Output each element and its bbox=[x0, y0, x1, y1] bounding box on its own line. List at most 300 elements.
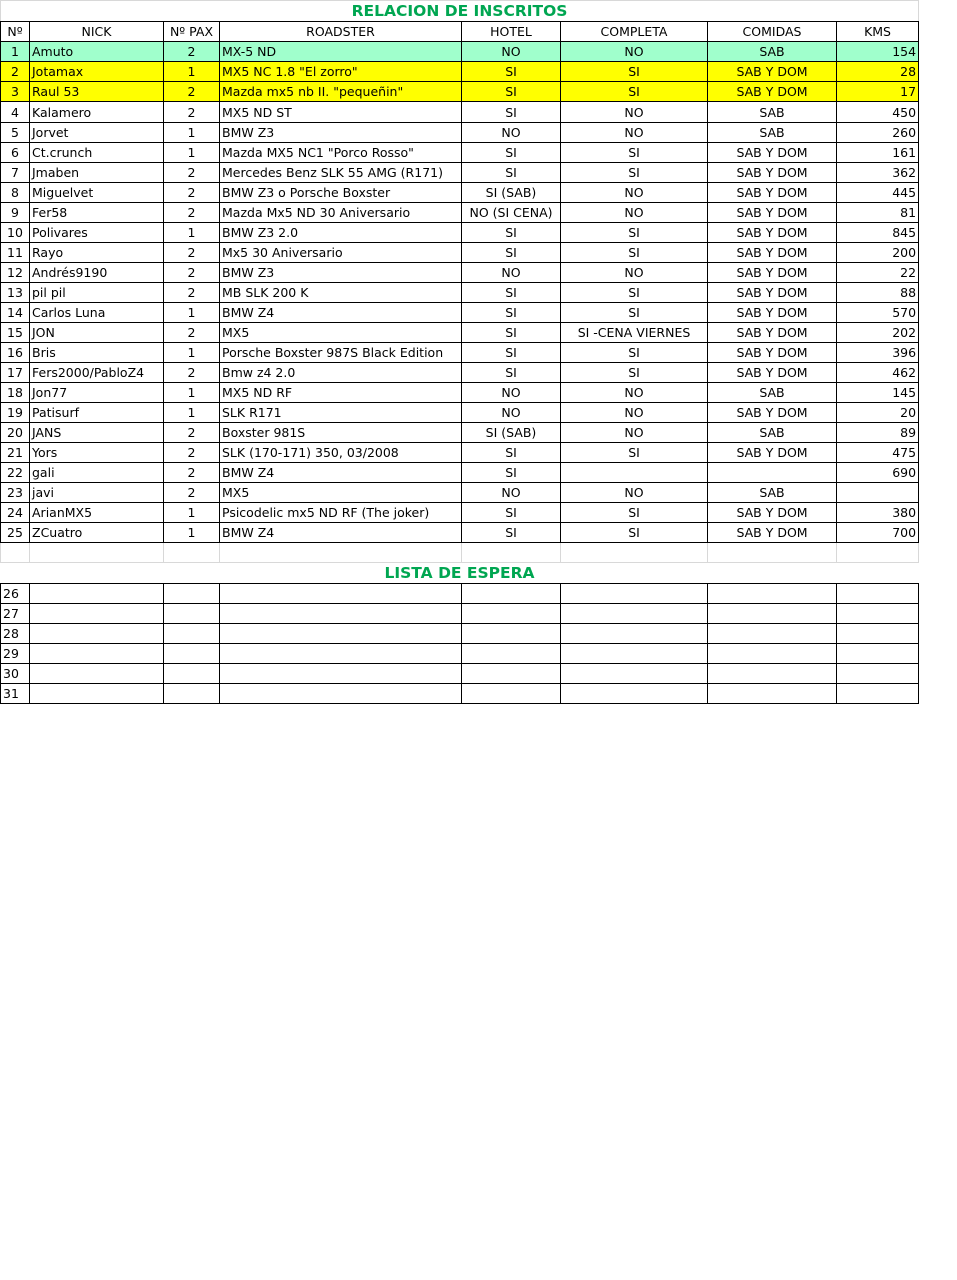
nick-cell[interactable]: javi bbox=[30, 483, 164, 503]
header-hotel[interactable]: HOTEL bbox=[462, 22, 561, 42]
row-number-cell[interactable]: 29 bbox=[1, 644, 30, 664]
pax-cell[interactable]: 2 bbox=[164, 243, 220, 263]
roadster-cell[interactable]: MX5 bbox=[220, 323, 462, 343]
completa-cell[interactable]: SI bbox=[561, 82, 708, 102]
empty-cell[interactable] bbox=[837, 543, 919, 563]
nick-cell[interactable]: Rayo bbox=[30, 243, 164, 263]
comidas-cell[interactable]: SAB Y DOM bbox=[708, 263, 837, 283]
row-number-cell[interactable]: 26 bbox=[1, 584, 30, 604]
pax-cell[interactable]: 1 bbox=[164, 523, 220, 543]
nick-cell[interactable]: Jon77 bbox=[30, 383, 164, 403]
nick-cell[interactable]: gali bbox=[30, 463, 164, 483]
empty-cell[interactable] bbox=[708, 604, 837, 624]
roadster-cell[interactable]: MX5 ND ST bbox=[220, 102, 462, 123]
nick-cell[interactable]: Ct.crunch bbox=[30, 143, 164, 163]
empty-cell[interactable] bbox=[164, 543, 220, 563]
roadster-cell[interactable]: BMW Z3 o Porsche Boxster bbox=[220, 183, 462, 203]
comidas-cell[interactable]: SAB Y DOM bbox=[708, 443, 837, 463]
table-row bbox=[1, 523, 919, 543]
completa-cell[interactable]: SI bbox=[561, 523, 708, 543]
roadster-cell[interactable]: Mazda MX5 NC1 "Porco Rosso" bbox=[220, 143, 462, 163]
hotel-cell[interactable]: SI bbox=[462, 82, 561, 102]
roadster-cell[interactable]: Mazda Mx5 ND 30 Aniversario bbox=[220, 203, 462, 223]
roadster-cell[interactable]: BMW Z3 bbox=[220, 123, 462, 143]
empty-cell[interactable] bbox=[561, 664, 708, 684]
pax-cell[interactable]: 2 bbox=[164, 203, 220, 223]
row-number-cell[interactable]: 21 bbox=[1, 443, 30, 463]
hotel-cell[interactable]: SI (SAB) bbox=[462, 423, 561, 443]
empty-cell[interactable] bbox=[462, 584, 561, 604]
row-number-cell[interactable]: 22 bbox=[1, 463, 30, 483]
empty-cell[interactable] bbox=[708, 543, 837, 563]
hotel-cell[interactable]: SI bbox=[462, 223, 561, 243]
hotel-cell[interactable]: SI bbox=[462, 443, 561, 463]
roadster-cell[interactable]: Mercedes Benz SLK 55 AMG (R171) bbox=[220, 163, 462, 183]
completa-cell[interactable]: SI bbox=[561, 503, 708, 523]
row-number-cell[interactable]: 16 bbox=[1, 343, 30, 363]
kms-cell[interactable]: 81 bbox=[837, 203, 919, 223]
completa-cell[interactable]: SI bbox=[561, 363, 708, 383]
comidas-cell[interactable]: SAB Y DOM bbox=[708, 303, 837, 323]
nick-cell[interactable]: ZCuatro bbox=[30, 523, 164, 543]
waitlist-row bbox=[1, 664, 919, 684]
completa-cell[interactable]: NO bbox=[561, 42, 708, 62]
hotel-cell[interactable]: NO bbox=[462, 263, 561, 283]
kms-cell[interactable]: 380 bbox=[837, 503, 919, 523]
table-row bbox=[1, 303, 919, 323]
comidas-cell[interactable]: SAB Y DOM bbox=[708, 363, 837, 383]
table-row bbox=[1, 503, 919, 523]
nick-cell[interactable]: Carlos Luna bbox=[30, 303, 164, 323]
kms-cell[interactable]: 700 bbox=[837, 523, 919, 543]
row-number-cell[interactable]: 24 bbox=[1, 503, 30, 523]
completa-cell[interactable]: SI bbox=[561, 443, 708, 463]
empty-cell[interactable] bbox=[837, 664, 919, 684]
kms-cell[interactable]: 450 bbox=[837, 102, 919, 123]
roadster-cell[interactable]: Mazda mx5 nb II. "pequeñin" bbox=[220, 82, 462, 102]
pax-cell[interactable]: 2 bbox=[164, 82, 220, 102]
row-number-cell[interactable]: 11 bbox=[1, 243, 30, 263]
nick-cell[interactable]: ArianMX5 bbox=[30, 503, 164, 523]
pax-cell[interactable]: 2 bbox=[164, 363, 220, 383]
header-comidas[interactable]: COMIDAS bbox=[708, 22, 837, 42]
row-number-cell[interactable]: 14 bbox=[1, 303, 30, 323]
table-row bbox=[1, 163, 919, 183]
comidas-cell[interactable]: SAB Y DOM bbox=[708, 62, 837, 82]
empty-cell[interactable] bbox=[708, 644, 837, 664]
empty-cell[interactable] bbox=[837, 584, 919, 604]
hotel-cell[interactable]: SI bbox=[462, 143, 561, 163]
empty-cell[interactable] bbox=[30, 664, 164, 684]
empty-cell[interactable] bbox=[164, 624, 220, 644]
empty-cell[interactable] bbox=[220, 604, 462, 624]
spacer-row bbox=[1, 543, 919, 563]
row-number-cell[interactable]: 2 bbox=[1, 62, 30, 82]
completa-cell[interactable]: SI bbox=[561, 62, 708, 82]
waitlist-row bbox=[1, 604, 919, 624]
comidas-cell[interactable]: SAB Y DOM bbox=[708, 163, 837, 183]
header-roadster[interactable]: ROADSTER bbox=[220, 22, 462, 42]
pax-cell[interactable]: 2 bbox=[164, 263, 220, 283]
empty-cell[interactable] bbox=[561, 684, 708, 704]
empty-cell[interactable] bbox=[164, 604, 220, 624]
pax-cell[interactable]: 1 bbox=[164, 143, 220, 163]
empty-cell[interactable] bbox=[164, 644, 220, 664]
roadster-cell[interactable]: BMW Z3 bbox=[220, 263, 462, 283]
roadster-cell[interactable]: Mx5 30 Aniversario bbox=[220, 243, 462, 263]
pax-cell[interactable]: 2 bbox=[164, 102, 220, 123]
completa-cell[interactable] bbox=[561, 463, 708, 483]
pax-cell[interactable]: 2 bbox=[164, 443, 220, 463]
empty-cell[interactable] bbox=[462, 543, 561, 563]
comidas-cell[interactable]: SAB bbox=[708, 483, 837, 503]
empty-cell[interactable] bbox=[462, 624, 561, 644]
row-number-cell[interactable]: 9 bbox=[1, 203, 30, 223]
sheet-body bbox=[1, 1, 919, 704]
hotel-cell[interactable]: SI bbox=[462, 503, 561, 523]
table-row bbox=[1, 223, 919, 243]
nick-cell[interactable]: Bris bbox=[30, 343, 164, 363]
row-number-cell[interactable]: 27 bbox=[1, 604, 30, 624]
empty-cell[interactable] bbox=[462, 644, 561, 664]
empty-cell[interactable] bbox=[164, 584, 220, 604]
nick-cell[interactable]: Yors bbox=[30, 443, 164, 463]
empty-cell[interactable] bbox=[30, 584, 164, 604]
kms-cell[interactable]: 690 bbox=[837, 463, 919, 483]
completa-cell[interactable]: NO bbox=[561, 423, 708, 443]
empty-cell[interactable] bbox=[1, 543, 30, 563]
kms-cell[interactable]: 22 bbox=[837, 263, 919, 283]
comidas-cell[interactable]: SAB Y DOM bbox=[708, 503, 837, 523]
kms-cell[interactable]: 154 bbox=[837, 42, 919, 62]
completa-cell[interactable]: NO bbox=[561, 403, 708, 423]
header-n[interactable]: Nº bbox=[1, 22, 30, 42]
empty-cell[interactable] bbox=[30, 644, 164, 664]
row-number-cell[interactable]: 17 bbox=[1, 363, 30, 383]
row-number-cell[interactable]: 10 bbox=[1, 223, 30, 243]
pax-cell[interactable]: 1 bbox=[164, 383, 220, 403]
header-row bbox=[1, 22, 919, 42]
roadster-cell[interactable]: Bmw z4 2.0 bbox=[220, 363, 462, 383]
pax-cell[interactable]: 1 bbox=[164, 343, 220, 363]
row-number-cell[interactable]: 20 bbox=[1, 423, 30, 443]
table-row bbox=[1, 383, 919, 403]
kms-cell[interactable]: 462 bbox=[837, 363, 919, 383]
hotel-cell[interactable]: SI bbox=[462, 283, 561, 303]
empty-cell[interactable] bbox=[220, 644, 462, 664]
nick-cell[interactable]: Jorvet bbox=[30, 123, 164, 143]
row-number-cell[interactable]: 6 bbox=[1, 143, 30, 163]
empty-cell[interactable] bbox=[220, 664, 462, 684]
empty-cell[interactable] bbox=[30, 604, 164, 624]
header-nick[interactable]: NICK bbox=[30, 22, 164, 42]
row-number-cell[interactable]: 15 bbox=[1, 323, 30, 343]
pax-cell[interactable]: 1 bbox=[164, 62, 220, 82]
kms-cell[interactable]: 17 bbox=[837, 82, 919, 102]
table-row bbox=[1, 283, 919, 303]
comidas-cell[interactable]: SAB bbox=[708, 42, 837, 62]
row-number-cell[interactable]: 28 bbox=[1, 624, 30, 644]
empty-cell[interactable] bbox=[30, 684, 164, 704]
comidas-cell[interactable]: SAB Y DOM bbox=[708, 243, 837, 263]
table-row bbox=[1, 102, 919, 123]
table-row bbox=[1, 62, 919, 82]
waitlist-title[interactable]: LISTA DE ESPERA bbox=[1, 563, 919, 584]
completa-cell[interactable]: SI bbox=[561, 303, 708, 323]
empty-cell[interactable] bbox=[462, 604, 561, 624]
kms-cell[interactable]: 570 bbox=[837, 303, 919, 323]
pax-cell[interactable]: 1 bbox=[164, 303, 220, 323]
empty-cell[interactable] bbox=[708, 684, 837, 704]
sheet-title[interactable]: RELACION DE INSCRITOS bbox=[1, 1, 919, 22]
comidas-cell[interactable]: SAB Y DOM bbox=[708, 223, 837, 243]
empty-cell[interactable] bbox=[462, 684, 561, 704]
row-number-cell[interactable]: 13 bbox=[1, 283, 30, 303]
roadster-cell[interactable]: Porsche Boxster 987S Black Edition bbox=[220, 343, 462, 363]
empty-cell[interactable] bbox=[561, 543, 708, 563]
nick-cell[interactable]: Fer58 bbox=[30, 203, 164, 223]
hotel-cell[interactable]: NO bbox=[462, 123, 561, 143]
table-row bbox=[1, 123, 919, 143]
header-completa[interactable]: COMPLETA bbox=[561, 22, 708, 42]
roadster-cell[interactable]: Boxster 981S bbox=[220, 423, 462, 443]
comidas-cell[interactable]: SAB Y DOM bbox=[708, 403, 837, 423]
completa-cell[interactable]: SI bbox=[561, 343, 708, 363]
roadster-cell[interactable]: BMW Z4 bbox=[220, 463, 462, 483]
empty-cell[interactable] bbox=[837, 644, 919, 664]
empty-cell[interactable] bbox=[708, 664, 837, 684]
hotel-cell[interactable]: SI (SAB) bbox=[462, 183, 561, 203]
row-number-cell[interactable]: 25 bbox=[1, 523, 30, 543]
roadster-cell[interactable]: MX5 NC 1.8 "El zorro" bbox=[220, 62, 462, 82]
row-number-cell[interactable]: 31 bbox=[1, 684, 30, 704]
empty-cell[interactable] bbox=[837, 684, 919, 704]
comidas-cell[interactable]: SAB Y DOM bbox=[708, 82, 837, 102]
hotel-cell[interactable]: SI bbox=[462, 343, 561, 363]
empty-cell[interactable] bbox=[220, 624, 462, 644]
table-row bbox=[1, 203, 919, 223]
roadster-cell[interactable]: Psicodelic mx5 ND RF (The joker) bbox=[220, 503, 462, 523]
pax-cell[interactable]: 2 bbox=[164, 283, 220, 303]
kms-cell[interactable]: 88 bbox=[837, 283, 919, 303]
roadster-cell[interactable]: MB SLK 200 K bbox=[220, 283, 462, 303]
completa-cell[interactable]: NO bbox=[561, 483, 708, 503]
waitlist-row bbox=[1, 624, 919, 644]
row-number-cell[interactable]: 12 bbox=[1, 263, 30, 283]
nick-cell[interactable]: JANS bbox=[30, 423, 164, 443]
completa-cell[interactable]: NO bbox=[561, 102, 708, 123]
roadster-cell[interactable]: BMW Z4 bbox=[220, 303, 462, 323]
nick-cell[interactable]: Miguelvet bbox=[30, 183, 164, 203]
nick-cell[interactable]: Kalamero bbox=[30, 102, 164, 123]
pax-cell[interactable]: 2 bbox=[164, 163, 220, 183]
row-number-cell[interactable]: 5 bbox=[1, 123, 30, 143]
comidas-cell[interactable]: SAB Y DOM bbox=[708, 183, 837, 203]
completa-cell[interactable]: SI bbox=[561, 163, 708, 183]
completa-cell[interactable]: NO bbox=[561, 203, 708, 223]
hotel-cell[interactable]: SI bbox=[462, 463, 561, 483]
empty-cell[interactable] bbox=[837, 624, 919, 644]
nick-cell[interactable]: JON bbox=[30, 323, 164, 343]
kms-cell[interactable]: 28 bbox=[837, 62, 919, 82]
empty-cell[interactable] bbox=[561, 624, 708, 644]
completa-cell[interactable]: SI -CENA VIERNES bbox=[561, 323, 708, 343]
waitlist-row bbox=[1, 684, 919, 704]
nick-cell[interactable]: Jmaben bbox=[30, 163, 164, 183]
hotel-cell[interactable]: NO bbox=[462, 403, 561, 423]
table-row bbox=[1, 82, 919, 102]
completa-cell[interactable]: NO bbox=[561, 383, 708, 403]
empty-cell[interactable] bbox=[708, 584, 837, 604]
empty-cell[interactable] bbox=[561, 644, 708, 664]
nick-cell[interactable]: Raul 53 bbox=[30, 82, 164, 102]
completa-cell[interactable]: NO bbox=[561, 123, 708, 143]
row-number-cell[interactable]: 19 bbox=[1, 403, 30, 423]
comidas-cell[interactable]: SAB Y DOM bbox=[708, 323, 837, 343]
empty-cell[interactable] bbox=[220, 543, 462, 563]
kms-cell[interactable]: 89 bbox=[837, 423, 919, 443]
kms-cell[interactable]: 445 bbox=[837, 183, 919, 203]
roadster-cell[interactable]: BMW Z4 bbox=[220, 523, 462, 543]
comidas-cell[interactable]: SAB Y DOM bbox=[708, 283, 837, 303]
row-number-cell[interactable]: 4 bbox=[1, 102, 30, 123]
nick-cell[interactable]: Patisurf bbox=[30, 403, 164, 423]
pax-cell[interactable]: 2 bbox=[164, 463, 220, 483]
comidas-cell[interactable]: SAB Y DOM bbox=[708, 523, 837, 543]
comidas-cell[interactable]: SAB Y DOM bbox=[708, 143, 837, 163]
table-row bbox=[1, 463, 919, 483]
nick-cell[interactable]: Andrés9190 bbox=[30, 263, 164, 283]
kms-cell[interactable]: 20 bbox=[837, 403, 919, 423]
empty-cell[interactable] bbox=[164, 684, 220, 704]
empty-cell[interactable] bbox=[837, 604, 919, 624]
kms-cell[interactable] bbox=[837, 483, 919, 503]
comidas-cell[interactable]: SAB Y DOM bbox=[708, 343, 837, 363]
pax-cell[interactable]: 1 bbox=[164, 403, 220, 423]
nick-cell[interactable]: pil pil bbox=[30, 283, 164, 303]
hotel-cell[interactable]: SI bbox=[462, 303, 561, 323]
empty-cell[interactable] bbox=[30, 543, 164, 563]
pax-cell[interactable]: 1 bbox=[164, 503, 220, 523]
table-row bbox=[1, 423, 919, 443]
pax-cell[interactable]: 2 bbox=[164, 323, 220, 343]
kms-cell[interactable]: 362 bbox=[837, 163, 919, 183]
hotel-cell[interactable]: SI bbox=[462, 62, 561, 82]
completa-cell[interactable]: NO bbox=[561, 183, 708, 203]
pax-cell[interactable]: 1 bbox=[164, 123, 220, 143]
kms-cell[interactable]: 145 bbox=[837, 383, 919, 403]
row-number-cell[interactable]: 8 bbox=[1, 183, 30, 203]
comidas-cell[interactable]: SAB bbox=[708, 123, 837, 143]
completa-cell[interactable]: NO bbox=[561, 263, 708, 283]
empty-cell[interactable] bbox=[30, 624, 164, 644]
roadster-cell[interactable]: SLK R171 bbox=[220, 403, 462, 423]
hotel-cell[interactable]: SI bbox=[462, 163, 561, 183]
comidas-cell[interactable]: SAB Y DOM bbox=[708, 203, 837, 223]
kms-cell[interactable]: 161 bbox=[837, 143, 919, 163]
roadster-cell[interactable]: SLK (170-171) 350, 03/2008 bbox=[220, 443, 462, 463]
empty-cell[interactable] bbox=[561, 584, 708, 604]
header-kms[interactable]: KMS bbox=[837, 22, 919, 42]
kms-cell[interactable]: 845 bbox=[837, 223, 919, 243]
hotel-cell[interactable]: SI bbox=[462, 102, 561, 123]
hotel-cell[interactable]: NO (SI CENA) bbox=[462, 203, 561, 223]
completa-cell[interactable]: SI bbox=[561, 143, 708, 163]
row-number-cell[interactable]: 1 bbox=[1, 42, 30, 62]
empty-cell[interactable] bbox=[220, 684, 462, 704]
comidas-cell[interactable]: SAB bbox=[708, 423, 837, 443]
roadster-cell[interactable]: BMW Z3 2.0 bbox=[220, 223, 462, 243]
empty-cell[interactable] bbox=[462, 664, 561, 684]
pax-cell[interactable]: 2 bbox=[164, 423, 220, 443]
completa-cell[interactable]: SI bbox=[561, 283, 708, 303]
table-row bbox=[1, 42, 919, 62]
table-row bbox=[1, 443, 919, 463]
hotel-cell[interactable]: SI bbox=[462, 523, 561, 543]
kms-cell[interactable]: 200 bbox=[837, 243, 919, 263]
roadster-cell[interactable]: MX5 ND RF bbox=[220, 383, 462, 403]
pax-cell[interactable]: 2 bbox=[164, 42, 220, 62]
roadster-cell[interactable]: MX-5 ND bbox=[220, 42, 462, 62]
waitlist-title-row bbox=[1, 563, 919, 584]
roadster-cell[interactable]: MX5 bbox=[220, 483, 462, 503]
row-number-cell[interactable]: 30 bbox=[1, 664, 30, 684]
comidas-cell[interactable]: SAB bbox=[708, 102, 837, 123]
row-number-cell[interactable]: 18 bbox=[1, 383, 30, 403]
hotel-cell[interactable]: SI bbox=[462, 243, 561, 263]
empty-cell[interactable] bbox=[561, 604, 708, 624]
header-pax[interactable]: Nº PAX bbox=[164, 22, 220, 42]
kms-cell[interactable]: 260 bbox=[837, 123, 919, 143]
table-row bbox=[1, 263, 919, 283]
kms-cell[interactable]: 475 bbox=[837, 443, 919, 463]
table-row bbox=[1, 323, 919, 343]
table-row bbox=[1, 183, 919, 203]
empty-cell[interactable] bbox=[164, 664, 220, 684]
completa-cell[interactable]: SI bbox=[561, 223, 708, 243]
hotel-cell[interactable]: SI bbox=[462, 363, 561, 383]
table-row bbox=[1, 343, 919, 363]
nick-cell[interactable]: Amuto bbox=[30, 42, 164, 62]
hotel-cell[interactable]: NO bbox=[462, 483, 561, 503]
comidas-cell[interactable]: SAB bbox=[708, 383, 837, 403]
table-row bbox=[1, 143, 919, 163]
hotel-cell[interactable]: NO bbox=[462, 42, 561, 62]
completa-cell[interactable]: SI bbox=[561, 243, 708, 263]
pax-cell[interactable]: 2 bbox=[164, 483, 220, 503]
nick-cell[interactable]: Fers2000/PabloZ4 bbox=[30, 363, 164, 383]
row-number-cell[interactable]: 7 bbox=[1, 163, 30, 183]
hotel-cell[interactable]: SI bbox=[462, 323, 561, 343]
waitlist-row bbox=[1, 584, 919, 604]
comidas-cell[interactable] bbox=[708, 463, 837, 483]
table-row bbox=[1, 403, 919, 423]
hotel-cell[interactable]: NO bbox=[462, 383, 561, 403]
waitlist-row bbox=[1, 644, 919, 664]
row-number-cell[interactable]: 3 bbox=[1, 82, 30, 102]
pax-cell[interactable]: 2 bbox=[164, 183, 220, 203]
row-number-cell[interactable]: 23 bbox=[1, 483, 30, 503]
empty-cell[interactable] bbox=[708, 624, 837, 644]
nick-cell[interactable]: Polivares bbox=[30, 223, 164, 243]
empty-cell[interactable] bbox=[220, 584, 462, 604]
table-row bbox=[1, 363, 919, 383]
pax-cell[interactable]: 1 bbox=[164, 223, 220, 243]
nick-cell[interactable]: Jotamax bbox=[30, 62, 164, 82]
kms-cell[interactable]: 396 bbox=[837, 343, 919, 363]
kms-cell[interactable]: 202 bbox=[837, 323, 919, 343]
title-row bbox=[1, 1, 919, 22]
